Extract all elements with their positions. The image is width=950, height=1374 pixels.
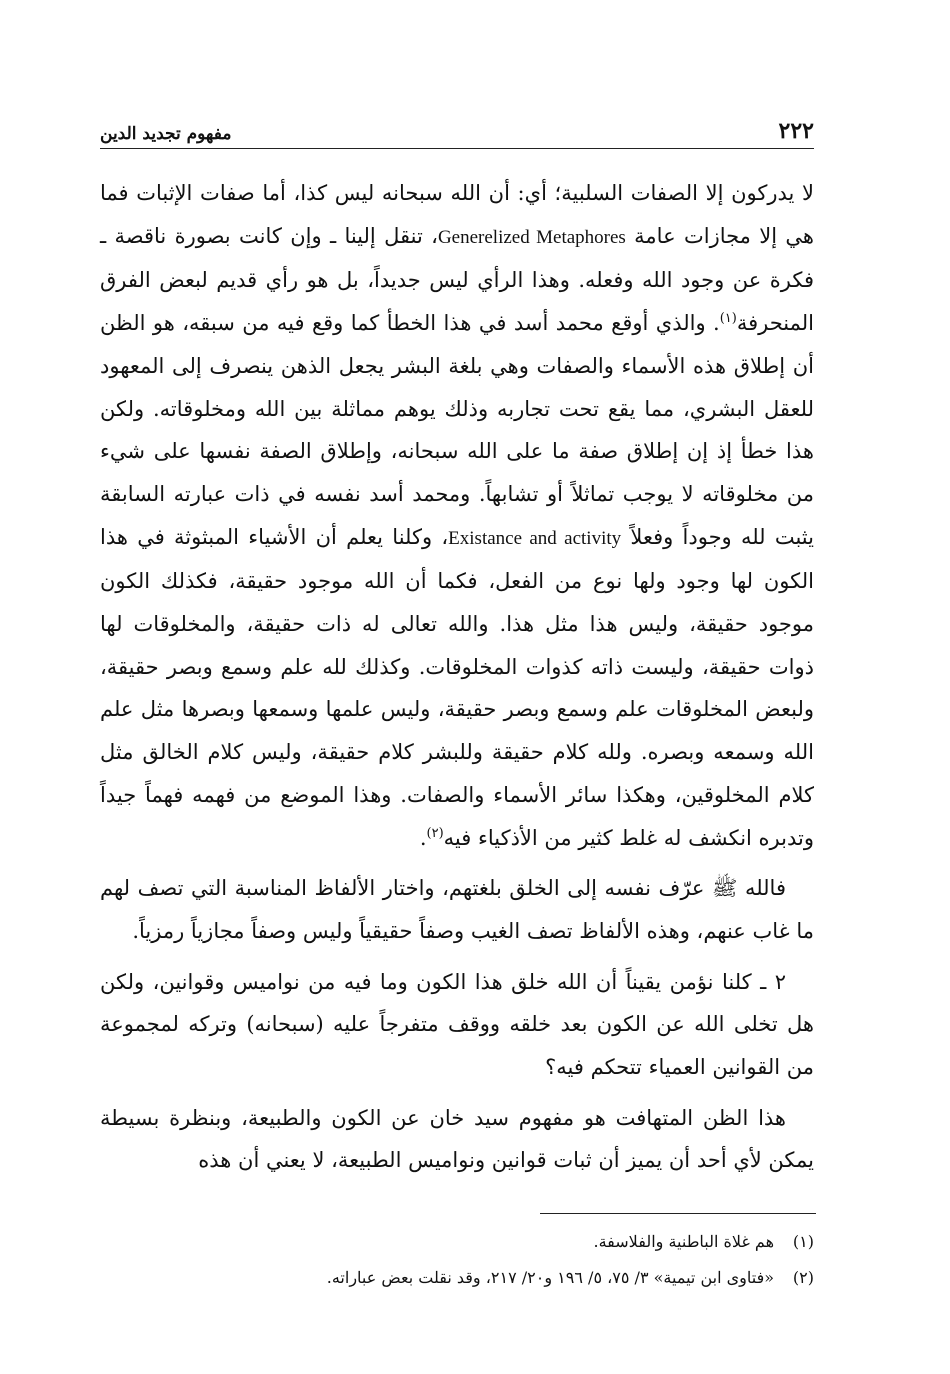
paragraph-2: فالله ﷺ عرّف نفسه إلى الخلق بلغتهم، واختار الألفاظ المناسبة التي تصف لهم ما غاب عنهم، وهذه الألفاظ تصف الغيب وصفاً حقيقياً وليس وصفاً مجازياً رمزياً.	[100, 876, 814, 943]
page-header	[100, 108, 814, 149]
latin-term: Generelized Metaphores	[437, 226, 626, 248]
footnote-separator	[540, 1213, 816, 1214]
running-title: مفهوم تجديد الدين	[100, 124, 232, 144]
footnote-1	[100, 1224, 814, 1260]
footnote-ref-1: (١)	[719, 311, 737, 327]
paragraph-4: هذا الظن المتهافت هو مفهوم سيد خان عن الكون والطبيعة، وبنظرة بسيطة يمكن لأي أحد أن يميز أن ثبات قوانين ونواميس الطبيعة، لا يعني أن هذه	[100, 1105, 814, 1173]
paragraph-1: لا يدركون إلا الصفات السلبية؛ أي: أن الله سبحانه ليس كذا، أما صفات الإثبات فما هي إلا مجازات عامة Generelized Metaphores، تنقل إلينا ـ وإن كانت بصورة ناقصة ـ فكرة عن وجود الله وفعله. وهذا الرأي ليس جديداً، بل هو رأي قديم لبعض الفرق المنحرفة$^{(١)}$. والذي أوقع محمد أسد في هذا الخطأ كما وقع فيه من سبقه، هو الظن أن إطلاق هذه الأسماء والصفات وهي بلغة البشر يجعل الذهن ينصرف إلى المعهود للعقل البشري، مما يقع تحت تجاربه وذلك يوهم مماثلة بين الله ومخلوقاته. ولكن هذا خطأ إذ إن إطلاق صفة ما على الله سبحانه، وإطلاق الصفة نفسها على شيء من مخلوقاته لا يوجب تماثلاً أو تشابهاً. ومحمد أسد نفسه في ذات عبارته السابقة يثبت لله وجوداً وفعلاً Existance and activity، وكلنا يعلم أن الأشياء المبثوثة في هذا الكون لها وجود ولها نوع من الفعل، فكما أن الله موجود حقيقة، فكذلك الكون موجود حقيقة، وليس هذا مثل هذا. والله تعالى له ذات حقيقة، والمخلوقات لها ذوات حقيقة، وليست ذاته كذوات المخلوقات. وكذلك لله علم وسمع وبصر حقيقة، ولبعض المخلوقات علم وسمع وبصر حقيقة، وليس علمها وسمعها وبصرها مثل علم الله وسمعه وبصره. ولله كلام حقيقة وللبشر كلام حقيقة، وليس كلام الخالق مثل كلام المخلوقين، وهكذا سائر الأسماء والصفات. وهذا الموضع من فهمه فهماً جيداً وتدبره انكشف له غلط كثير من الأذكياء فيه$^{(٢)}$.	[100, 181, 814, 850]
footnote-number: (١)	[792, 1232, 814, 1251]
latin-term: Existance and activity	[448, 527, 622, 549]
paragraph-3: ٢ ـ كلنا نؤمن يقيناً أن الله خلق هذا الكون وما فيه من نواميس وقوانين، ولكن هل تخلى الله عن الكون بعد خلقه ووقف متفرجاً عليه (سبحانه) وتركه لمجموعة من القوانين العمياء تتحكم فيه؟	[100, 969, 814, 1080]
main-text	[100, 172, 814, 1182]
page-number: ٢٢٢	[778, 118, 814, 144]
footnote-number: (٢)	[792, 1268, 814, 1287]
footnotes	[100, 1224, 814, 1296]
footnote-ref-2: (٢)	[426, 825, 444, 841]
footnote-text: «فتاوى ابن تيمية» ٣/ ٧٥، ٥/ ١٩٦ و٢٠/ ٢١٧، وقد نقلت بعض عباراته.	[326, 1268, 774, 1287]
footnote-text: هم غلاة الباطنية والفلاسفة.	[593, 1232, 774, 1251]
footnote-2	[100, 1260, 814, 1296]
